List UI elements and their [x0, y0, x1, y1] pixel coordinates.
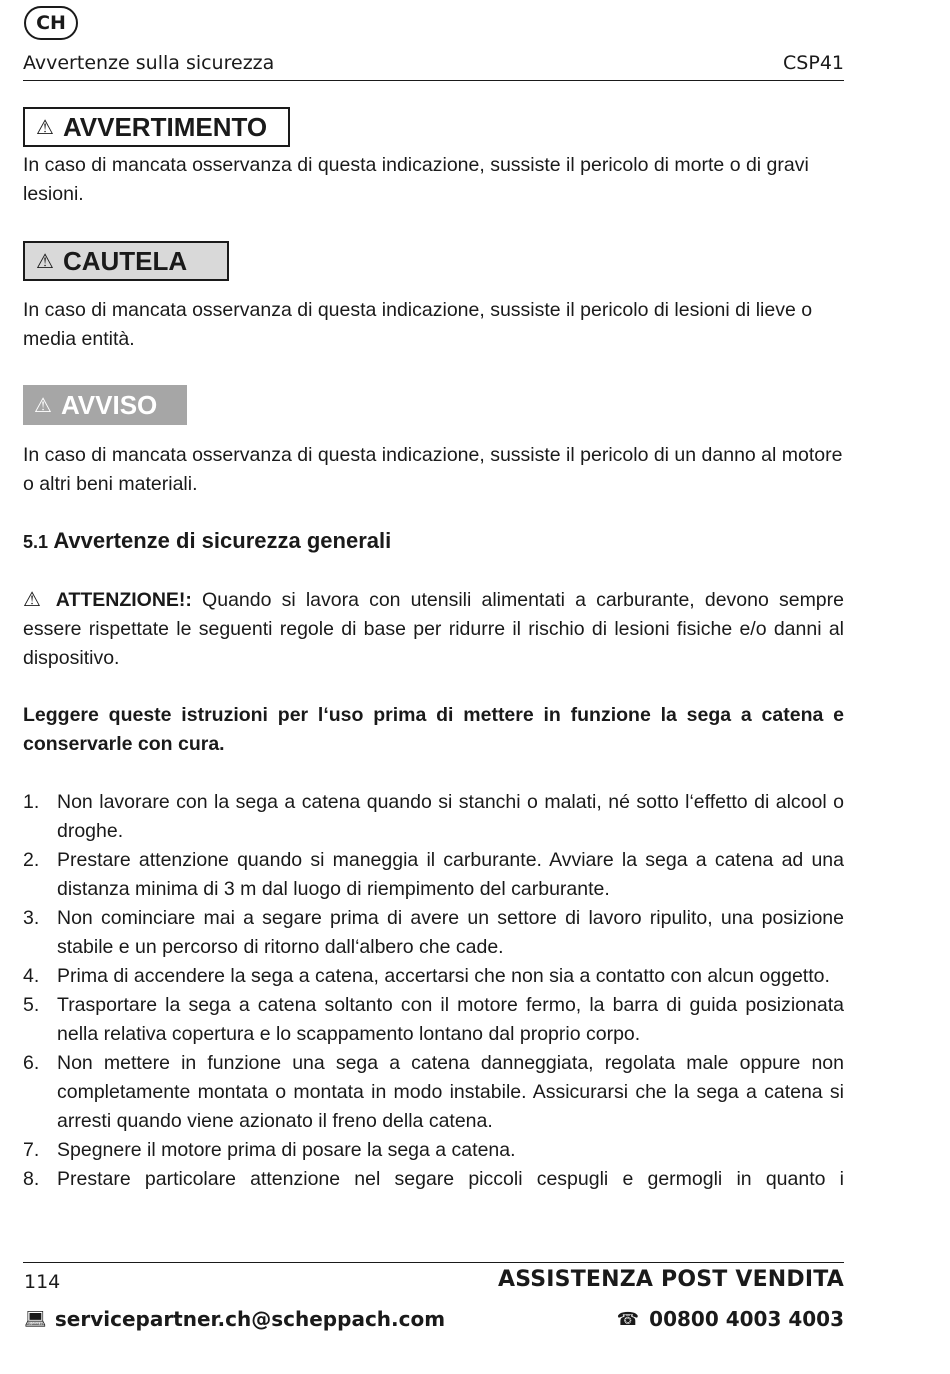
warning-text: In caso di mancata osservanza di questa indicazione, sussiste il pericolo di morte o di gravi lesioni.: [23, 154, 809, 205]
warning-triangle-icon: ⚠: [36, 116, 54, 139]
footer-email-row: [24, 1307, 445, 1331]
list-item: 8. Prestare particolare attenzione nel segare piccoli cespugli e germogli in quanto i: [23, 1168, 844, 1190]
section-heading: [23, 528, 391, 554]
notice-text: In caso di mancata osservanza di questa indicazione, sussiste il pericolo di un danno al motore o altri beni materiali.: [23, 444, 843, 495]
section-title: Avvertenze di sicurezza generali: [53, 528, 392, 553]
service-phone-number[interactable]: 00800 4003 4003: [649, 1307, 844, 1331]
header-model: CSP41: [783, 52, 844, 74]
warning-triangle-icon: ⚠: [36, 250, 54, 273]
header-rule: [23, 80, 844, 81]
phone-icon: ☎: [616, 1308, 640, 1330]
header-section-title: Avvertenze sulla sicurezza: [23, 52, 275, 74]
country-badge: CH: [24, 6, 78, 40]
list-item: 2. Prestare attenzione quando si maneggia il carburante. Avviare la sega a catena ad una distanza minima di 3 m dal luogo di riempimento del carburante.: [23, 849, 844, 900]
service-title: ASSISTENZA POST VENDITA: [497, 1267, 844, 1292]
attention-paragraph: [23, 586, 844, 673]
list-item: 5. Trasportare la sega a catena soltanto con il motore fermo, la barra di guida posizionata nella relativa copertura e lo scappamento lontano dal proprio corpo.: [23, 994, 844, 1045]
notice-label: AVVISO: [60, 389, 158, 420]
warning-triangle-icon: ⚠: [34, 394, 52, 417]
caution-label: CAUTELA: [62, 245, 188, 276]
attention-label: ATTENZIONE!:: [55, 589, 192, 611]
read-instructions-note: Leggere queste istruzioni per l‘uso prima di mettere in funzione la sega a catena e conservarle con cura.: [23, 704, 844, 755]
safety-rules-list: [23, 788, 844, 1194]
footer-phone-row: [617, 1307, 844, 1331]
footer-rule: [23, 1262, 844, 1263]
caution-text: In caso di mancata osservanza di questa indicazione, sussiste il pericolo di lesioni di lieve o media entità.: [23, 299, 813, 350]
service-email-link[interactable]: servicepartner.ch@scheppach.com: [54, 1307, 446, 1331]
list-item: 1. Non lavorare con la sega a catena quando si stanchi o malati, né sotto l‘effetto di alcool o droghe.: [23, 791, 844, 842]
caution-label-box: [23, 241, 229, 281]
warning-triangle-icon: ⚠: [23, 589, 46, 611]
page-number: 114: [24, 1271, 61, 1293]
list-item: 6. Non mettere in funzione una sega a catena danneggiata, regolata male oppure non completamente montata o montata in modo instabile. Assicurarsi che la sega a catena si arresti quando viene azionato il freno della catena.: [23, 1052, 844, 1132]
list-item: 7. Spegnere il motore prima di posare la sega a catena.: [23, 1139, 516, 1161]
warning-label: AVVERTIMENTO: [62, 111, 268, 142]
warning-label-box: [23, 107, 290, 147]
list-item: 4. Prima di accendere la sega a catena, accertarsi che non sia a contatto con alcun oggetto.: [23, 965, 830, 987]
laptop-icon: 💻︎: [24, 1308, 47, 1330]
section-number: 5.1: [23, 532, 49, 552]
notice-label-box: [23, 385, 187, 425]
attention-text: Quando si lavora con utensili alimentati a carburante, devono sempre essere rispettate le seguenti regole di base per ridurre il rischio di lesioni fisiche e/o danni al dispositivo.: [23, 589, 844, 669]
list-item: 3. Non cominciare mai a segare prima di avere un settore di lavoro ripulito, una posizione stabile e un percorso di ritorno dall‘albero che cade.: [23, 907, 844, 958]
